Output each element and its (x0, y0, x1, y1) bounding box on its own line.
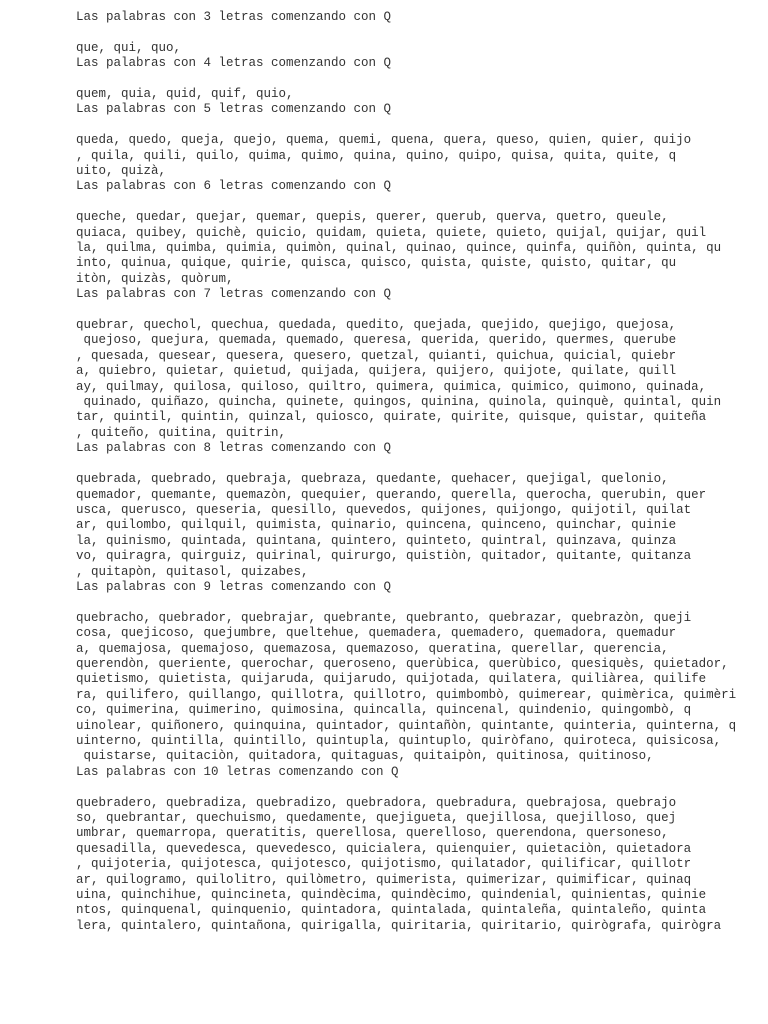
word-line: umbrar, quemarropa, queratitis, querellosa, querelloso, querendona, quersoneso, (76, 826, 669, 841)
word-line: la, quilma, quimba, quimia, quimòn, quinal, quinao, quince, quinfa, quiñòn, quinta, qu (76, 241, 722, 256)
word-line: co, quimerina, quimerino, quimosina, quincalla, quincenal, quindenio, quingombò, q (76, 703, 692, 718)
word-line: cosa, quejicoso, quejumbre, queltehue, quemadera, quemadero, quemadora, quemadur (76, 626, 677, 641)
word-line: que, qui, quo, (76, 40, 182, 55)
word-line: uinolear, quiñonero, quinquina, quintador, quintañòn, quintante, quinteria, quinterna, q (76, 718, 737, 733)
word-line: queda, quedo, queja, quejo, quema, quemi, quena, quera, queso, quien, quier, quijo (76, 133, 692, 148)
blank-line (76, 457, 756, 472)
section-3-letters (76, 10, 756, 56)
word-line: queche, quedar, quejar, quemar, quepis, querer, querub, querva, quetro, queule, (76, 210, 669, 225)
word-line: quinado, quiñazo, quincha, quinete, quingos, quinina, quinola, quinquè, quintal, quin (76, 395, 722, 410)
section-5-letters (76, 102, 756, 179)
word-line: , quesada, quesear, quesera, quesero, quetzal, quianti, quichua, quicial, quiebr (76, 348, 677, 363)
word-line: so, quebrantar, quechuismo, quedamente, quejigueta, quejillosa, quejilloso, quej (76, 811, 677, 825)
word-line: querendòn, queriente, querochar, queroseno, querùbica, querùbico, quesiquès, quietador, (76, 656, 729, 671)
word-line: vo, quiragra, quirguiz, quirinal, quirurgo, quistiòn, quitador, quitante, quitanza (76, 549, 692, 564)
blank-line (76, 25, 756, 40)
blank-line (76, 118, 756, 133)
blank-line (76, 195, 756, 210)
word-line: tar, quintil, quintin, quinzal, quiosco, quirate, quirite, quisque, quistar, quiteña (76, 410, 707, 425)
word-line: lera, quintalero, quintañona, quirigalla, quiritaria, quiritario, quirògrafa, quirògra (76, 918, 722, 933)
blank-line (76, 72, 756, 87)
blank-line (76, 303, 756, 318)
section-heading: Las palabras con 6 letras comenzando con Q (76, 179, 392, 194)
section-8-letters (76, 441, 756, 580)
word-line: ntos, quinquenal, quinquenio, quintadora, quintalada, quintaleña, quintaleño, quinta (76, 903, 707, 918)
section-heading: Las palabras con 7 letras comenzando con Q (76, 287, 392, 302)
word-line: , quitapòn, quitasol, quizabes, (76, 564, 309, 579)
word-line: quebracho, quebrador, quebrajar, quebrante, quebranto, quebrazar, quebrazòn, queji (76, 610, 692, 625)
word-line: , quijoteria, quijotesca, quijotesco, quijotismo, quilatador, quilificar, quillotr (76, 857, 692, 872)
section-heading: Las palabras con 9 letras comenzando con Q (76, 579, 392, 594)
section-6-letters (76, 179, 756, 287)
section-9-letters (76, 580, 756, 765)
word-line: quietismo, quietista, quijaruda, quijarudo, quijotada, quilatera, quiliàrea, quilife (76, 672, 707, 687)
word-line: , quila, quili, quilo, quima, quimo, quina, quino, quipo, quisa, quita, quite, q (76, 148, 677, 163)
section-heading: Las palabras con 5 letras comenzando con Q (76, 102, 392, 117)
word-line: ra, quilifero, quillango, quillotra, quillotro, quimbombò, quimerear, quimèrica, quimèri (76, 687, 737, 702)
word-line: quistarse, quitaciòn, quitadora, quitaguas, quitaipòn, quitinosa, quitinoso, (76, 749, 654, 764)
word-line: usca, querusco, queseria, quesillo, quevedos, quijones, quijongo, quijotil, quilat (76, 502, 692, 517)
section-heading: Las palabras con 4 letras comenzando con Q (76, 56, 392, 71)
word-line: ar, quilogramo, quilolitro, quilòmetro, quimerista, quimerizar, quimificar, quinaq (76, 872, 692, 887)
word-line: quiaca, quibey, quichè, quicio, quidam, quieta, quiete, quieto, quijal, quijar, quil (76, 225, 707, 240)
word-line: , quiteño, quitina, quitrin, (76, 425, 287, 440)
section-4-letters (76, 56, 756, 102)
word-line: ar, quilombo, quilquil, quimista, quinario, quincena, quinceno, quinchar, quinie (76, 518, 677, 533)
word-line: quebrada, quebrado, quebraja, quebraza, quedante, quehacer, quejigal, quelonio, (76, 472, 669, 487)
word-line: uito, quizà, (76, 164, 167, 179)
word-line: a, quiebro, quietar, quietud, quijada, quijera, quijero, quijote, quilate, quill (76, 364, 677, 379)
word-line: quemador, quemante, quemazòn, quequier, querando, querella, querocha, querubin, quer (76, 487, 707, 502)
word-line: quejoso, quejura, quemada, quemado, queresa, querida, querido, quermes, querube (76, 333, 677, 348)
word-line: quebrar, quechol, quechua, quedada, quedito, quejada, quejido, quejigo, quejosa, (76, 318, 677, 333)
word-line: uinterno, quintilla, quintillo, quintupla, quintuplo, quiròfano, quiroteca, quisicosa, (76, 733, 722, 748)
section-heading: Las palabras con 3 letras comenzando con Q (76, 10, 392, 24)
section-heading: Las palabras con 10 letras comenzando con Q (76, 764, 399, 779)
word-line: ay, quilmay, quilosa, quiloso, quiltro, quimera, quimica, quimico, quimono, quinada, (76, 379, 707, 394)
word-line: quem, quia, quid, quif, quio, (76, 87, 294, 101)
document-page (76, 10, 756, 934)
word-line: uina, quinchihue, quincineta, quindècima, quindècimo, quindenial, quinientas, quinie (76, 888, 707, 903)
section-7-letters (76, 287, 756, 441)
word-line: itòn, quizàs, quòrum, (76, 271, 234, 286)
section-10-letters (76, 765, 756, 934)
blank-line (76, 780, 756, 795)
word-line: into, quinua, quique, quirie, quisca, quisco, quista, quiste, quisto, quitar, qu (76, 256, 677, 271)
word-line: quebradero, quebradiza, quebradizo, quebradora, quebradura, quebrajosa, quebrajo (76, 795, 677, 810)
word-line: quesadilla, quevedesca, quevedesco, quicialera, quienquier, quietaciòn, quietadora (76, 841, 692, 856)
word-line: a, quemajosa, quemajoso, quemazosa, quemazoso, queratina, querellar, querencia, (76, 641, 669, 656)
section-heading: Las palabras con 8 letras comenzando con Q (76, 441, 392, 456)
blank-line (76, 595, 756, 610)
word-line: la, quinismo, quintada, quintana, quintero, quinteto, quintral, quinzava, quinza (76, 533, 677, 548)
